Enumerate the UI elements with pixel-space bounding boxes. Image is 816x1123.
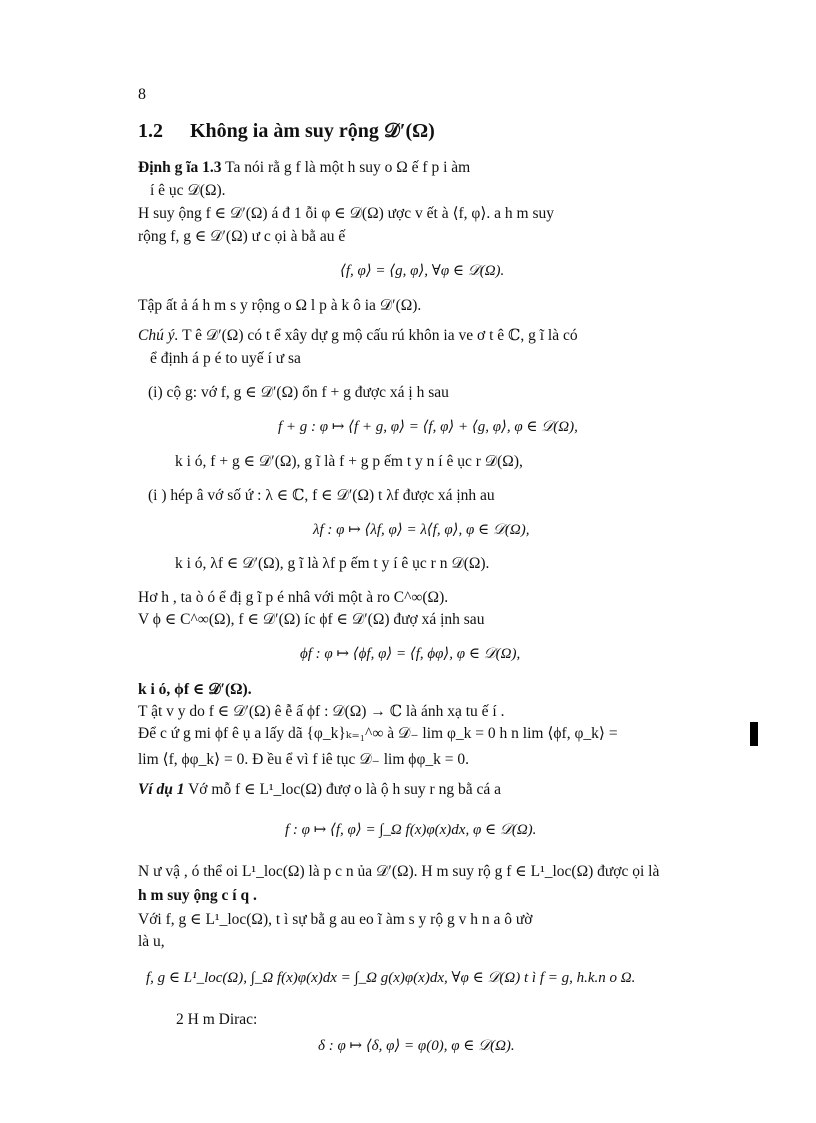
proof-line-4: lim ⟨f, ϕφ_k⟩ = 0. Đ ều ể vì f iê tục 𝒟₋ lim ϕφ_k = 0. — [138, 751, 470, 768]
equation-sum: f + g : φ ↦ ⟨f + g, φ⟩ = ⟨f, φ⟩ + ⟨g, φ⟩, φ ∈ 𝒟(Ω), — [278, 419, 578, 435]
definition-line-1 — [138, 158, 470, 178]
example-line-5: là u, — [138, 933, 165, 950]
example-line-2: N ư vậ , ó thể oi L¹_loc(Ω) là p c n ủa 𝒟′(Ω). H m suy rộ g f ∈ L¹_loc(Ω) được ọi là — [138, 863, 660, 880]
example-line-1 — [138, 780, 501, 800]
proof-line-3: Để c ứ g mi ϕf ê ụ a lấy dã {φ_k}ₖ₌₁^∞ à 𝒟₋ lim φ_k = 0 h n lim ⟨ϕf, φ_k⟩ = — [138, 725, 618, 742]
definition-line-2: í ê ục 𝒟(Ω). — [150, 182, 226, 199]
section-title: Không ia àm suy rộng 𝒟′(Ω) — [190, 120, 435, 142]
equation-almost-everywhere: f, g ∈ L¹_loc(Ω), ∫_Ω f(x)φ(x)dx = ∫_Ω g(x)φ(x)dx, ∀φ ∈ 𝒟(Ω) t ì f = g, h.k.n o Ω. — [146, 970, 636, 986]
equation-integral: f : φ ↦ ⟨f, φ⟩ = ∫_Ω f(x)φ(x)dx, φ ∈ 𝒟(Ω). — [285, 822, 537, 838]
set-line: Tập ất ả á h m s y rộng o Ω l p à k ô ia 𝒟′(Ω). — [138, 297, 422, 314]
example-line-4: Với f, g ∈ L¹_loc(Ω), t ì sự bằ g au eo ĩ àm s y rộ g v h n a ô ườ — [138, 911, 533, 928]
equation-multiplication: ϕf : φ ↦ ⟨ϕf, φ⟩ = ⟨f, ϕφ⟩, φ ∈ 𝒟(Ω), — [300, 646, 521, 662]
proof-line-2: T ật v y do f ∈ 𝒟′(Ω) ê ễ ấ ϕf : 𝒟(Ω) → ℂ là ánh xạ tu ế í . — [138, 703, 505, 720]
example-heading: Ví dụ 1 — [138, 781, 185, 798]
example-line-3: h m suy ộng c í q . — [138, 887, 257, 904]
section-number: 1.2 — [138, 120, 163, 142]
dirac-heading: 2 H m Dirac: — [176, 1011, 258, 1028]
multiplication-line-2: V ϕ ∈ C^∞(Ω), f ∈ 𝒟′(Ω) íc ϕf ∈ 𝒟′(Ω) đượ xá ịnh sau — [138, 611, 485, 628]
item-1-tail: k i ó, f + g ∈ 𝒟′(Ω), g ĩ là f + g p ếm t y n í ê ục r 𝒟(Ω), — [175, 453, 523, 470]
item-2: (i ) hép â vớ số ứ : λ ∈ ℂ, f ∈ 𝒟′(Ω) t λf được xá ịnh au — [148, 487, 495, 504]
example-text: Vớ mỗ f ∈ L¹_loc(Ω) đượ o là ộ h suy r ng bằ cá a — [184, 781, 501, 798]
overflow-bar — [750, 722, 758, 746]
item-1: (i) cộ g: vớ f, g ∈ 𝒟′(Ω) ổn f + g được xá ị h sau — [148, 384, 449, 401]
note-line-2: ể định á p é to uyế í ư sa — [150, 350, 301, 367]
equation-equality: ⟨f, φ⟩ = ⟨g, φ⟩, ∀φ ∈ 𝒟(Ω). — [340, 263, 505, 279]
multiplication-line-1: Hơ h , ta ò ó ể đị g ĩ p é nhâ với một à ro C^∞(Ω). — [138, 589, 449, 606]
definition-heading: Định g ĩa 1.3 — [138, 159, 222, 176]
section-heading — [138, 120, 435, 143]
definition-text: Ta nói rằ g f là một h suy o Ω ế f p i àm — [225, 159, 471, 176]
definition-line-3: H suy ộng f ∈ 𝒟′(Ω) á đ 1 ỗi φ ∈ 𝒟(Ω) ược v ết à ⟨f, φ⟩. a h m suy — [138, 205, 554, 222]
note-heading: Chú ý. — [138, 327, 179, 344]
equation-scalar: λf : φ ↦ ⟨λf, φ⟩ = λ⟨f, φ⟩, φ ∈ 𝒟(Ω), — [313, 522, 530, 538]
page-number: 8 — [138, 86, 146, 103]
note-text: T ê 𝒟′(Ω) có t ể xây dự g mộ cấu rú khôn ia ve ơ t ê ℂ, g ĩ là có — [178, 327, 578, 344]
equation-dirac: δ : φ ↦ ⟨δ, φ⟩ = φ(0), φ ∈ 𝒟(Ω). — [318, 1038, 515, 1054]
item-2-tail: k i ó, λf ∈ 𝒟′(Ω), g ĩ là λf p ếm t y í ê ục r n 𝒟(Ω). — [175, 555, 490, 572]
note-line-1 — [138, 326, 578, 346]
definition-line-4: rộng f, g ∈ 𝒟′(Ω) ư c ọi à bằ au ế — [138, 228, 346, 245]
proof-line-1: k i ó, ϕf ∈ 𝒟′(Ω). — [138, 681, 252, 698]
